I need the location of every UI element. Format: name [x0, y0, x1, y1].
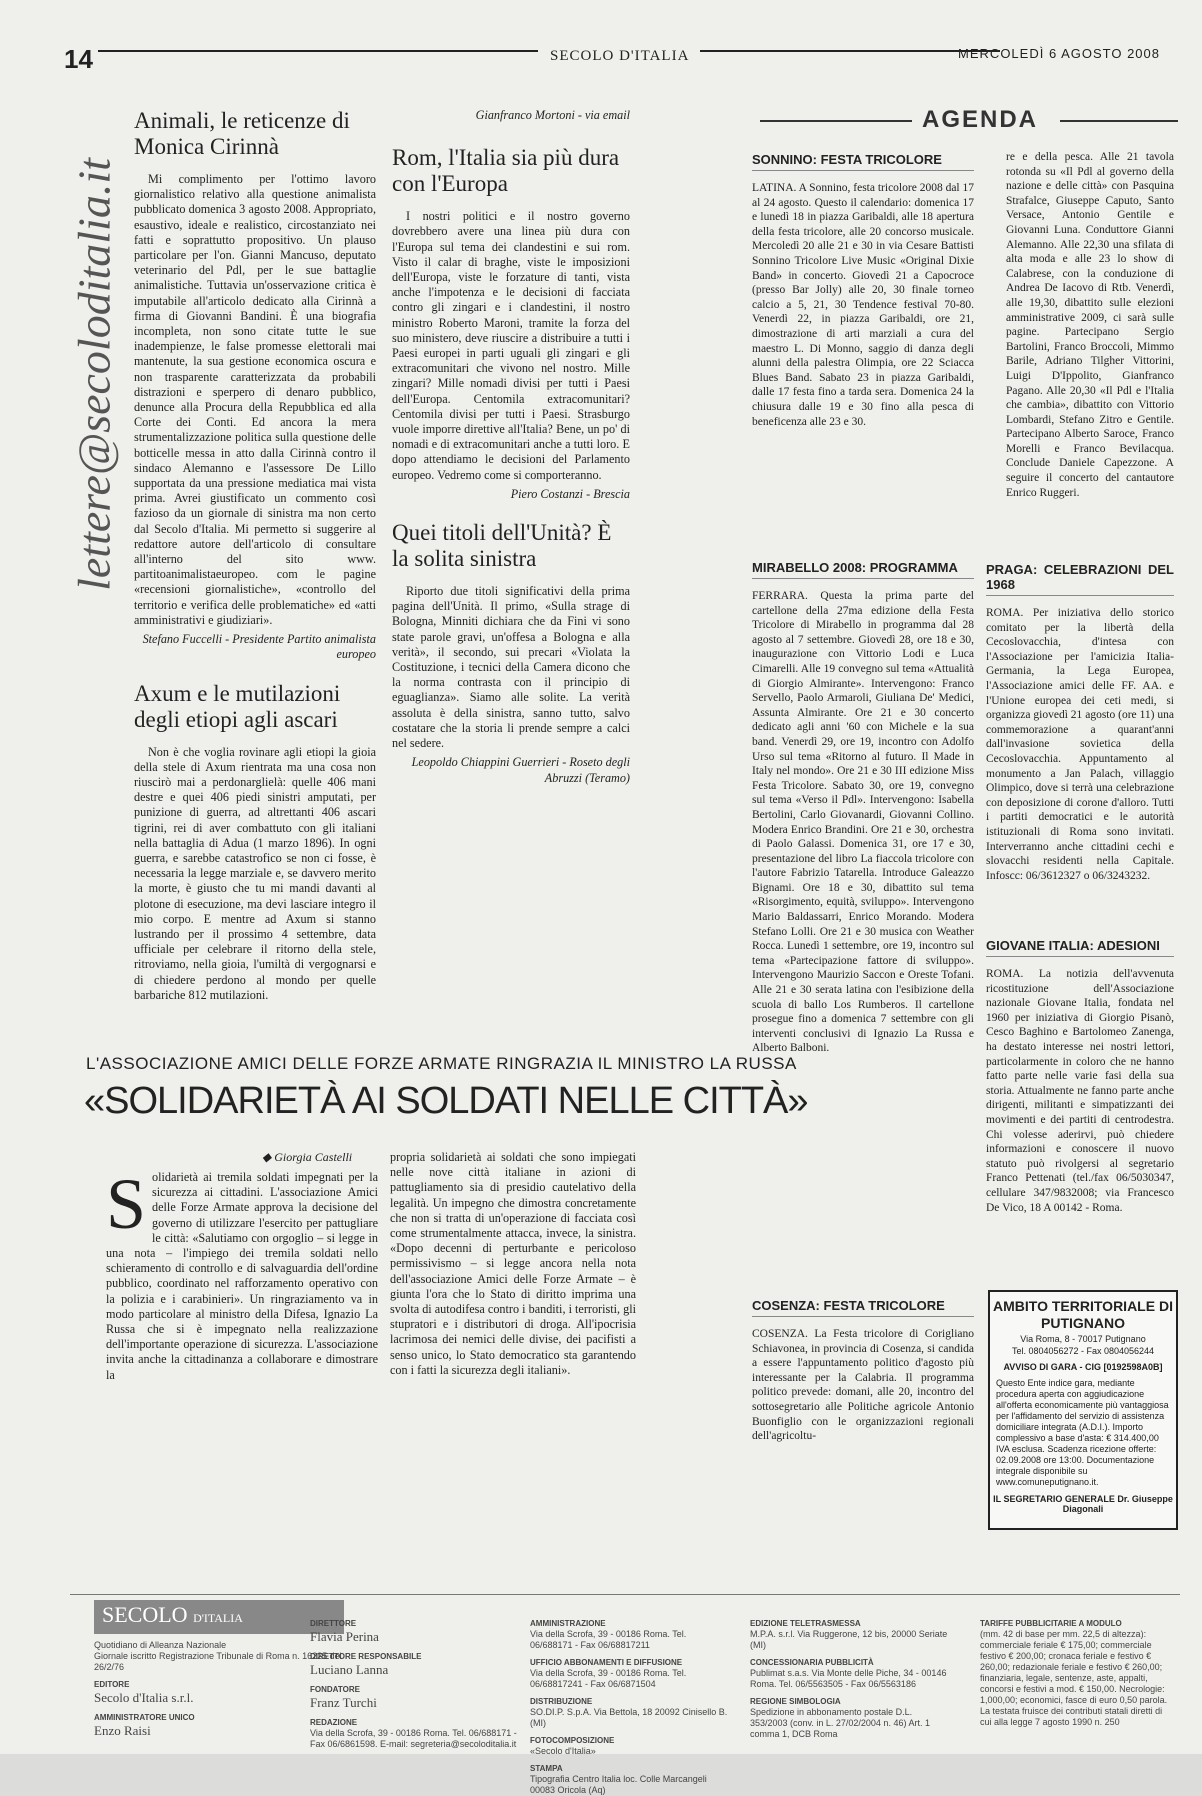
footer-label: REGIONE SIMBOLOGIA: [750, 1697, 841, 1706]
agenda-item-title: SONNINO: FESTA TRICOLORE: [752, 152, 974, 171]
letter-title: Animali, le reticenze di Monica Cirinnà: [134, 108, 350, 159]
footer-value: Secolo d'Italia s.r.l.: [94, 1690, 194, 1705]
footer-label: AMMINISTRAZIONE: [530, 1619, 606, 1628]
agenda-header: [760, 106, 1180, 136]
article-column-1: [106, 1164, 378, 1383]
letter-signature: Piero Costanzi - Brescia: [510, 486, 630, 501]
footer-value: Publimat s.a.s. Via Monte delle Piche, 34 - 00146 Roma. Tel. 06/5563505 - Fax 06/5563186: [750, 1668, 947, 1689]
footer-label: DIRETTORE: [310, 1619, 357, 1628]
footer-label: TARIFFE PUBBLICITARIE A MODULO: [980, 1619, 1122, 1628]
footer-value: Via della Scrofa, 39 - 00186 Roma. Tel. 06/688171 - Fax 06/6861598. E-mail: segreteria@secoloditalia.it: [310, 1728, 517, 1749]
agenda-item-body: ROMA. Per iniziativa dello storico comitato per la libertà della Cecoslovacchia, d'intesa con l'Associazione per l'amicizia Italia-Germania, la Lega Europea, l'Associazione amici delle FF. AA. e l'Unione europea dei ceti medi, si organizza giovedì 21 agosto (ore 11) una commemorazione a quarant'anni dall'invasione sovietica della Cecoslovacchia. Appuntamento al monumento a Jan Palach, villaggio Olimpico, dove si terrà una celebrazione con deposizione di corone d'alloro. Tutti i partiti democratici e le autorità istituzionali di Roma sono invitati. Interverranno anche cittadini cechi e slovacchi residenti nella Capitale. Infoscc: 06/3612327 o 06/3243232.: [986, 607, 1174, 882]
agenda-item-title: MIRABELLO 2008: PROGRAMMA: [752, 560, 974, 579]
letters-email-sidebar: [64, 108, 120, 628]
ad-address: Via Roma, 8 - 70017 Putignano: [1020, 1334, 1146, 1344]
letter-title: Rom, l'Italia sia più dura con l'Europa: [392, 145, 620, 197]
agenda-rule-right: [1060, 120, 1178, 122]
masthead: SECOLO D'ITALIA: [550, 48, 690, 64]
letter-body: Non è che voglia rovinare agli etiopi la gioia della stele di Axum rientrata ma una cosa non riuscirò mai a perdonarglielà: quelle 406 mani destre e quei 406 piedi sinistri amputati, per punizione di guerra, ad altrettanti 406 ascari tigrini, rei di aver combattuto con gli italiani nella battaglia di Adua (1 marzo 1896). In ogni guerra, e sarebbe catastrofico se non ci fosse, è necessaria la legge marziale e, se davvero merito la morte, è giusto che tu mi mandi davanti al plotone di esecuzione, ma devi lasciare integro il mio corpo. E mentre ad Axum si stanno lustrando per il prossimo 4 settembre, data ufficiale per celebrare il ritorno della stele, ritroviamo, nella gioia, l'umiltà di vergognarsi e di chiedere perdono al mondo per quelle barbariche 812 mutilazioni.: [134, 744, 376, 1002]
agenda-item: [1006, 150, 1174, 500]
article-byline: ◆ Giorgia Castelli: [262, 1150, 353, 1164]
letters-email: lettere@secoloditalia.it: [68, 158, 120, 591]
footer-col-5: [980, 1612, 1176, 1728]
page-number: 14: [64, 44, 93, 74]
article-column-2: [390, 1150, 636, 1378]
footer-rule: [70, 1594, 1180, 1595]
footer-label: STAMPA: [530, 1764, 563, 1773]
footer-label: DISTRIBUZIONE: [530, 1697, 593, 1706]
footer-logo: [94, 1600, 344, 1634]
footer-value: «Secolo d'Italia»: [530, 1746, 596, 1756]
ad-phone: Tel. 0804056272 - Fax 0804056244: [1011, 1346, 1155, 1356]
footer-logo-main: SECOLO: [102, 1602, 188, 1627]
footer-col-1: [94, 1640, 344, 1739]
article-body: propria solidarietà ai soldati che sono impiegati nelle nove città italiane in azioni di pattugliamento sia di presidio cautelativo della legalità. Un impegno che dimostra concretamente che non si tratta di un'operazione di facciata così come strumentalmente attacca, invece, la sinistra. «Dopo decenni di perturbante e pericoloso permissivismo – si legge ancora nella nota dell'associazione Amici delle Forze Armate – è giunta l'ora che lo Stato di diritto imprima una svolta di autodifesa contro i banditi, i terroristi, gli stupratori e i distributori di droga. All'ipocrisia lacrimosa dei nemici delle divise, dei pacifisti a senso unico, lo Stato democratico sta garantendo con i fatti la sicurezza degli italiani».: [390, 1150, 636, 1377]
footer-value: Spedizione in abbonamento postale D.L. 353/2003 (conv. in L. 27/02/2004 n. 46) Art. 1 comma 1, DCB Roma: [750, 1707, 930, 1739]
article-headline: «SOLIDARIETÀ AI SOLDATI NELLE CITTÀ»: [84, 1080, 808, 1122]
agenda-item-title: COSENZA: FESTA TRICOLORE: [752, 1298, 974, 1317]
footer-col-4: [750, 1612, 950, 1740]
footer-label: EDITORE: [94, 1680, 130, 1689]
letter-body: I nostri politici e il nostro governo dovrebbero avere una linea più dura con l'Europa sul tema dei clandestini e sui rom. Visto il calar di braghe, viste le imposizioni dell'Europa, viste le forzature di tanti, vista anche l'impotenza e le decisioni di facciata contro gli zingari e i clandestini, il nostro ministro Roberto Maroni, tramite la forza del suo ministero, deve riuscire a distribuire a tutti i Paesi europei in parti uguali gli zingari e gli extracomunitari che vivono nel nostro. Mille zingari? Mille nomadi divisi per tutti i Paesi dell'Europa. Centomila extracomunitari? Centomila divisi per tutti i Paesi. Strasburgo vuole imporre direttive all'Italia? Bene, un po' di nomadi e di extracomunitari anche a tutti loro. E dopo attendiamo le decisioni del Parlamento europeo. Vedremo come si comporteranno.: [392, 209, 630, 482]
colophon: [70, 1600, 1180, 1795]
agenda-item: [986, 562, 1174, 883]
header-rule-right: [700, 50, 1000, 52]
letters-column-2: [392, 108, 630, 804]
footer-value: Franz Turchi: [310, 1695, 377, 1710]
ad-title: AMBITO TERRITORIALE DI PUTIGNANO: [993, 1298, 1173, 1331]
ad-signature: IL SEGRETARIO GENERALE Dr. Giuseppe Diagonali: [993, 1494, 1173, 1514]
letter-title: Axum e le mutilazioni degli etiopi agli ascari: [134, 680, 341, 732]
ad-notice: AVVISO DI GARA - CIG [0192598A0B]: [1003, 1362, 1163, 1372]
footer-label: EDIZIONE TELETRASMESSA: [750, 1619, 861, 1628]
footer-label: UFFICIO ABBONAMENTI E DIFFUSIONE: [530, 1658, 683, 1667]
footer-value: Via della Scrofa, 39 - 00186 Roma. Tel. 06/688171 - Fax 06/68817211: [530, 1629, 687, 1650]
letter-title: Quei titoli dell'Unità? È la solita sinistra: [392, 520, 612, 572]
agenda-item-body: re e della pesca. Alle 21 tavola rotonda su «Il Pdl al governo della nazione e delle città» con Pasquina Strafalce, Giuseppe Caputo, Santo Versace, Antonio Gentile e Giovanni Luna. Conduttore Gianni Alemanno. Alle 22,30 una sfilata di alta moda e alle 23 lo show di Calabrese, con la conduzione di Andrea De Iacovo di Rtb. Venerdì, alle 19,30, dibattito sulle elezioni amministrative 2009, ci sarà sulle pagine. Partecipano Sergio Bartolini, Franco Broccoli, Mimmo Barile, Adriano Tilgher Vittorini, Luigi D'Ippolito, Gianfranco Pagano. Alle 20,30 «Il Pdl e l'Italia che cambia», dibattito con Vittorio Lombardi, Stefano Zitro e Gentile. Partecipano Alberto Saroce, Franco Morelli e Franco Bevilacqua. Conclude Daniele Capezzone. A seguire il concerto del cantautore Enrico Ruggeri.: [1006, 151, 1174, 499]
letters-column-1: [134, 108, 376, 1002]
footer-subtitle: Quotidiano di Alleanza Nazionale: [94, 1640, 227, 1650]
footer-value: M.P.A. s.r.l. Via Ruggerone, 12 bis, 20000 Seriate (MI): [750, 1629, 948, 1650]
letter-signature: Gianfranco Mortoni - via email: [475, 108, 630, 122]
agenda-item: [752, 1298, 974, 1444]
agenda-item-body: COSENZA. La Festa tricolore di Corigliano Schiavonea, in provincia di Cosenza, si candida a essere l'appuntamento politico d'agosto più interessante per la Calabria. Il programma politico prevede: domani, alle 20, incontro del sottosegretario alle Politiche agricole Antonio Buonfiglio con le organizzazioni regionali dell'agricoltu-: [752, 1328, 974, 1443]
letter-body: Riporto due titoli significativi della prima pagina dell'Unità. Il primo, «Sulla strage di Bologna, Minniti dichiara che da Fini vi sono state parole gravi, un'offesa a Bologna e alla verità», il secondo, sui precari «Violata la Costituzione, i tecnici della Camera dicono che la norma contrasta con il principio di eguaglianza». Siamo alle solite. La verità assoluta è della sinistra, sanno tutto, salvo costatare che la storia li prende sempre a calci nel sedere.: [392, 584, 630, 751]
footer-value: Tipografia Centro Italia loc. Colle Marcangeli 00083 Oricola (Aq): [530, 1774, 707, 1795]
footer-registration: Giornale iscritto Registrazione Tribunale di Roma n. 16225 del 26/2/76: [94, 1651, 342, 1672]
footer-value: Via della Scrofa, 39 - 00186 Roma. Tel. 06/68817241 - Fax 06/6871504: [530, 1668, 687, 1689]
footer-logo-small: D'ITALIA: [193, 1611, 243, 1625]
agenda-item-title: PRAGA: CELEBRAZIONI DEL 1968: [986, 562, 1174, 596]
footer-label: CONCESSIONARIA PUBBLICITÀ: [750, 1658, 874, 1667]
footer-value: SO.DI.P. S.p.A. Via Bettola, 18 20092 Cinisello B. (MI): [530, 1707, 728, 1728]
agenda-item-body: ROMA. La notizia dell'avvenuta ricostituzione dell'Associazione nazionale Giovane Italia, fondata nel 1960 per iniziativa di Giorgio Pisanò, Cesco Baghino e Bartolomeo Zanenga, ha destato interesse nei nostri lettori, particolarmente in coloro che ne hanno fatto parte nelle varie fasi della sua storia. Attualmente ne fanno parte anche dirigenti, militanti e simpatizzanti dei movimenti e dei partiti di centrodestra. Chi volesse aderirvi, può chiedere informazioni e conoscere il nuovo statuto può rivolgersi al segretario Franco Pettenati (tel./fax 06/5030347, cellulare 347/9832008; via Francesco De Vico, 18 A 00142 - Roma.: [986, 968, 1174, 1214]
footer-label: FOTOCOMPOSIZIONE: [530, 1736, 615, 1745]
article-kicker: L'ASSOCIAZIONE AMICI DELLE FORZE ARMATE RINGRAZIA IL MINISTRO LA RUSSA: [86, 1054, 797, 1073]
agenda-rule-left: [760, 120, 912, 122]
footer-label: FONDATORE: [310, 1685, 360, 1694]
agenda-item: [752, 152, 974, 429]
letter-signature: Leopoldo Chiappini Guerrieri - Roseto degli Abruzzi (Teramo): [411, 755, 630, 785]
page-header: [60, 42, 1180, 72]
tender-advertisement: [988, 1290, 1178, 1530]
header-rule-left: [98, 50, 538, 52]
footer-col-3: [530, 1612, 730, 1796]
agenda-item-body: LATINA. A Sonnino, festa tricolore 2008 dal 17 al 24 agosto. Questo il calendario: domenica 17 e lunedì 18 in piazza Garibaldi, alle 18 apertura della festa tricolore, alle 20 concorso musicale. Mercoledì 20 alle 21 e 30 in via Cesare Battisti Sonnino Tricolore Live Music «Original Dixie Band» in concerto. Giovedì 21 a Capocroce (presso Bar Jolly) alle 20, 30 finale torneo calcio a 5, 21, 30 Tendence festival 70-80. Venerdì 22, in piazza Garibaldi, ore 21, dimostrazione di arti marziali a cura del maestro L. Di Monno, saggio di danza degli alunni della palestra Olimpia, ore 22 Sciacca Blues Band. Sabato 23 in piazza Garibaldi, dalle 17 festa fino a tarda sera. Domenica 24 la chiusura dalle 19 e 30 fino alla pesca di beneficenza alle 23 e 30.: [752, 182, 974, 428]
issue-date: MERCOLEDÌ 6 AGOSTO 2008: [958, 46, 1160, 61]
footer-label: DIRETTORE RESPONSABILE: [310, 1652, 422, 1661]
agenda-title: AGENDA: [922, 106, 1039, 133]
agenda-item: [752, 560, 974, 1056]
footer-value: Enzo Raisi: [94, 1723, 151, 1738]
footer-value: Luciano Lanna: [310, 1662, 389, 1677]
letter-body: Mi complimento per l'ottimo lavoro giornalistico relativo alla questione animalista pubblicato domenica 3 agosto 2008. Appropriato, esaustivo, ideale e realistico, circostanziato nei fatti e soprattutto propositivo. Un plauso particolare per l'on. Gianni Mancuso, deputato veterinario del Pdl, per le sue battaglie animalistiche. Tuttavia un'osservazione critica è imputabile all'articolo dedicato alla Cirinnà a firma di Giovanni Bandini. È una biografia incompleta, non sono citate tutte le sue inadempienze, le false promesse elettorali mai mantenute, la sua gestione economica oscura e non trasparente caratterizzata da probabili distrazioni e sperpero di denaro pubblico, denunce alla Procura della Repubblica ed alla Corte dei Conti. Ed ancora la mera strumentalizzazione politica sulla questione delle botticelle messa in atto dalla Cirinnà contro il sindaco Alemanno e l'assessore De Lillo supportata da una pressione mediatica mai vista prima. Avrei giustificato un commento così fazioso da un giornale di sinistra ma non certo dal Secolo d'Italia. Mi permetto si suggerire al redattore autore dell'articolo di consultare all'interno del sito www. partitoanimalistaeuropeo. com le pagine «recensioni giornalistiche», «controllo del territorio e verifica delle problematiche» ed «atti amministrativi e giudiziari».: [134, 172, 376, 627]
ad-body: Questo Ente indice gara, mediante procedura aperta con aggiudicazione all'offerta economicamente più vantaggiosa per l'affidamento del servizio di assistenza domiciliare integrata (A.D.I.). Importo complessivo a base d'asta: € 314.400,00 IVA esclusa. Scadenza ricezione offerte: 02.09.2008 ore 13:00. Documentazione integrale disponibile su www.comuneputignano.it.: [996, 1378, 1169, 1487]
agenda-item-title: GIOVANE ITALIA: ADESIONI: [986, 938, 1174, 957]
agenda-item-body: FERRARA. Questa la prima parte del cartellone della 27ma edizione della Festa Tricolore di Mirabello in programma dal 28 agosto al 7 settembre. Giovedì 28, ore 18 e 30, inaugurazione con Vittorio Lodi e Luca Cimarelli. Alle 19 convegno sul tema «Attualità di Giorgio Almirante». Intervengono: Franco Servello, Paolo Armaroli, Giuliana De' Medici, Assunta Almirante. Ore 21 e 30 concerto dedicato agli anni '60 con Michele e la sua band. Venerdì 29, ore 19, incontro con Adolfo Urso sul tema «Ritorno al futuro. Il Made in Italy nel mondo». Ore 21 e 30 III edizione Miss Festa Tricolore. Sabato 30, ore 19, convegno sul tema «Verso il Pdl». Intervengono: Isabella Bertolini, Carlo Giovanardi, Giovanni Collino. Modera Enrico Brandini. Ore 21 e 30, orchestra di Paolo Galassi. Domenica 31, ore 17 e 30, presentazione del libro La fiaccola tricolore con l'autore Fabrizio Tatarella. Introduce Galeazzo Bignami. Ore 18 e 30, dibattito sul tema «Risorgimento, equità, sviluppo». Intervengono Mario Baldassarri, Enrico Morando. Modera Stefano Lolli. Ore 21 e 30 musica con Weather Rocca. Lunedì 1 settembre, ore 19, incontro sul tema «Partecipazione fattore di sviluppo». Intervengono Maurizio Saccon e Oreste Tofani. Alle 21 e 30 serata latina con l'esibizione della scuola di ballo Los Rumberos. Il cartellone prosegue fino a domenica 7 settembre con gli interventi conclusivi di Ignazio La Russa e Alberto Balboni.: [752, 590, 974, 1055]
footer-label: AMMINISTRATORE UNICO: [94, 1713, 195, 1722]
article-dropcap: S: [106, 1164, 147, 1244]
agenda-item: [986, 938, 1174, 1215]
footer-col-2: [310, 1612, 520, 1750]
footer-value: Flavia Perina: [310, 1629, 379, 1644]
footer-label: REDAZIONE: [310, 1718, 358, 1727]
article-body: olidarietà ai tremila soldati impegnati per la sicurezza ai cittadini. L'associazione Amici delle Forze Armate approva la decisione del governo di utilizzare l'esercito per pattugliare le città: «Salutiamo con orgoglio – si legge in una nota – l'impiego dei tremila soldati nello schieramento di controllo e di salvaguardia dell'ordine pubblico, coordinato nel rafforzamento operativo con la polizia e i carabinieri». Un ringraziamento va in modo particolare al ministro della Difesa, Ignazio La Russa che si è impegnato nella realizzazione dell'importante operazione di sicurezza. L'associazione invita anche la cittadinanza a collaborare e dimostrare la: [106, 1170, 378, 1382]
footer-value: (mm. 42 di base per mm. 22,5 di altezza): commerciale feriale € 175,00; commerciale festivo € 200,00; cronaca feriale e festivo € 260,00; redazionale feriale e festivo € 260,00; finanziaria, legale, sentenze, aste, appalti, concorsi e festivi a mod. € 150,00. Necrologie: 1,000,00; economici, fasce di euro 0,50 parola. La testata fruisce dei contributi statali diretti di cui alla legge 7 agosto 1990 n. 250: [980, 1629, 1168, 1727]
letter-signature: Stefano Fuccelli - Presidente Partito animalista europeo: [142, 632, 376, 662]
